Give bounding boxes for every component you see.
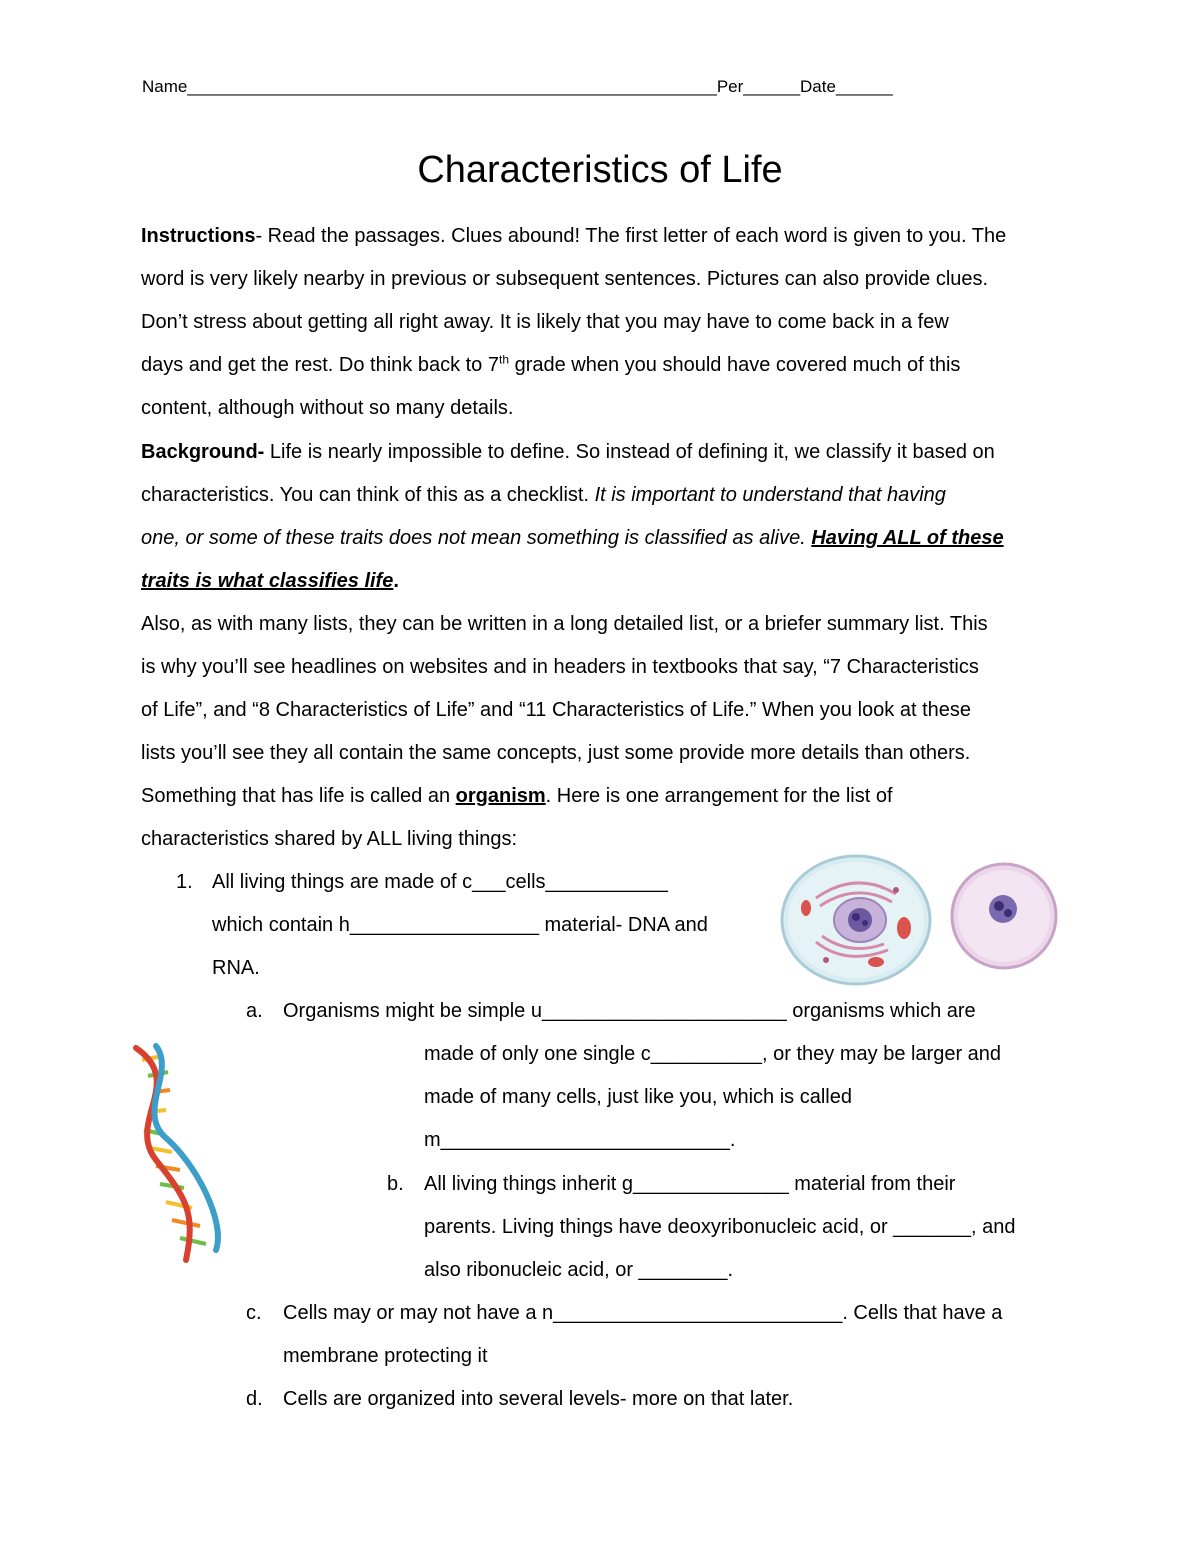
list-marker-a: a. (246, 1000, 263, 1022)
list-item-a-line-3: made of many cells, just like you, which is called (424, 1086, 852, 1108)
background-line-1 (141, 439, 995, 465)
list-item-b-line-3: also ribonucleic acid, or ________. (424, 1259, 734, 1281)
instructions-line-4 (141, 352, 960, 378)
also-line-5 (141, 783, 893, 809)
name-blank[interactable]: ________________________________________________________ (187, 77, 717, 96)
list-item-a-line-1: Organisms might be simple u______________________ organisms which are (283, 1000, 976, 1022)
period: . (393, 570, 399, 592)
list-marker-d: d. (246, 1388, 263, 1410)
instructions-label: Instructions (141, 225, 256, 247)
list-marker-1: 1. (176, 871, 193, 893)
instructions-line-5: content, although without so many details. (141, 397, 514, 419)
instructions-text: days and get the rest. Do think back to 7 (141, 354, 499, 376)
background-italic-text: It is important to understand that having (594, 484, 946, 506)
also-line-1: Also, as with many lists, they can be written in a long detailed list, or a briefer summary list. This (141, 613, 988, 635)
name-label: Name (142, 77, 188, 96)
per-blank[interactable]: ______ (743, 77, 801, 96)
list-item-c-line-1: Cells may or may not have a n__________________________. Cells that have a (283, 1302, 1003, 1324)
list-item-1-line-3: RNA. (212, 957, 260, 979)
superscript: th (499, 352, 510, 367)
date-blank[interactable]: ______ (835, 77, 893, 96)
background-italic-text: one, or some of these traits does not mean something is classified as alive. (141, 527, 812, 549)
date-label: Date (800, 77, 836, 96)
background-line-2 (141, 482, 946, 508)
simple-cell-icon (948, 860, 1060, 972)
instructions-text: - Read the passages. Clues abound! The first letter of each word is given to you. The (255, 225, 1007, 247)
list-item-a-line-2: made of only one single c__________, or they may be larger and (424, 1043, 1002, 1065)
instructions-line-3: Don’t stress about getting all right away. It is likely that you may have to come back in a few (141, 311, 949, 333)
instructions-line-1 (141, 223, 1006, 249)
organism-term: organism (455, 785, 546, 807)
background-text: characteristics. You can think of this as a checklist. (141, 484, 595, 506)
background-line-3 (141, 525, 1004, 551)
list-item-a-line-4: m__________________________. (424, 1129, 736, 1151)
also-line-4: lists you’ll see they all contain the same concepts, just some provide more details than others. (141, 742, 971, 764)
background-emphasis: Having ALL of these (811, 527, 1004, 549)
animal-cell-icon (776, 850, 936, 990)
also-text: . Here is one arrangement for the list of (545, 785, 893, 807)
dna-helix-icon (126, 1042, 226, 1264)
instructions-line-2: word is very likely nearby in previous or subsequent sentences. Pictures can also provide clues. (141, 268, 989, 290)
also-text: Something that has life is called an (141, 785, 456, 807)
background-emphasis: traits is what classifies life (141, 570, 394, 592)
list-item-b-line-2: parents. Living things have deoxyribonucleic acid, or _______, and (424, 1216, 1016, 1238)
list-marker-b: b. (387, 1173, 404, 1195)
list-item-c-line-2: membrane protecting it (283, 1345, 488, 1367)
also-line-3: of Life”, and “8 Characteristics of Life” and “11 Characteristics of Life.” When you look at these (141, 699, 972, 721)
also-line-6: characteristics shared by ALL living things: (141, 828, 518, 850)
also-line-2: is why you’ll see headlines on websites and in headers in textbooks that say, “7 Characteristics (141, 656, 979, 678)
list-item-b-line-1: All living things inherit g______________ material from their (424, 1173, 956, 1195)
background-text: Life is nearly impossible to define. So instead of defining it, we classify it based on (264, 441, 995, 463)
list-item-d-line-1: Cells are organized into several levels- more on that later. (283, 1388, 794, 1410)
background-line-4 (141, 568, 399, 594)
list-marker-c: c. (246, 1302, 262, 1324)
header-fields (142, 74, 893, 100)
page-title: Characteristics of Life (417, 149, 783, 191)
instructions-text: grade when you should have covered much of this (509, 354, 961, 376)
list-item-1-line-2: which contain h_________________ material- DNA and (212, 914, 708, 936)
list-item-1-line-1: All living things are made of c___cells___________ (212, 871, 668, 893)
per-label: Per (716, 77, 744, 96)
background-label: Background- (141, 441, 265, 463)
